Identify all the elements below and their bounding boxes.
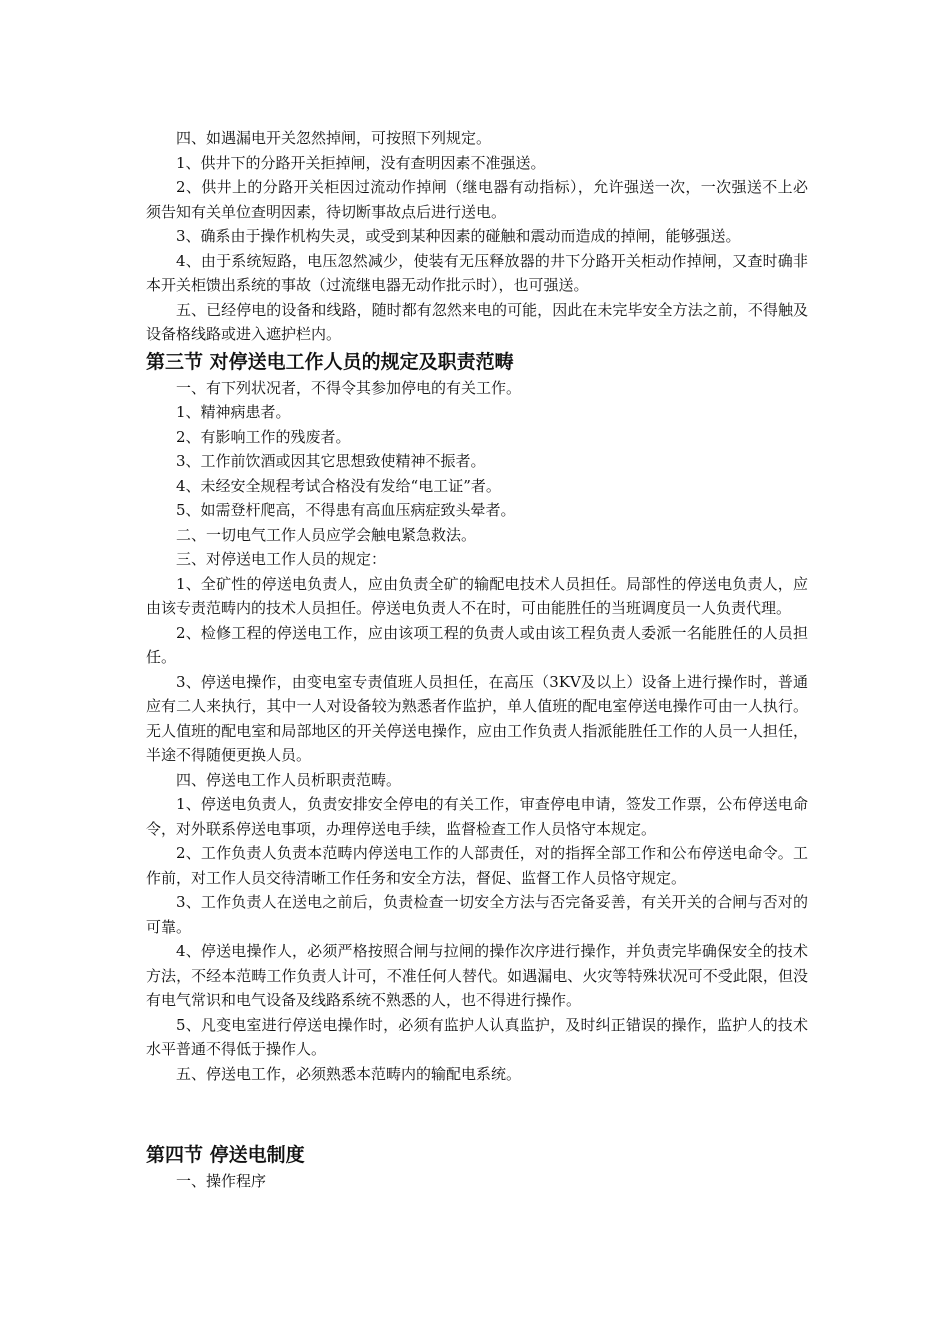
paragraph: 五、已经停电的设备和线路，随时都有忽然来电的可能，因此在未完毕安全方法之前，不得触及设备格线路或进入遮护栏内。 [146,300,808,343]
paragraph: 3、工作负责人在送电之前后，负责检查一切安全方法与否完备妥善，有关开关的合闸与否对的可靠。 [146,893,808,936]
paragraph: 一、有下列状况者，不得令其参加停电的有关工作。 [176,378,522,397]
section-heading: 第四节 停送电制度 [146,1144,305,1166]
paragraph: 1、全矿性的停送电负责人，应由负责全矿的输配电技术人员担任。局部性的停送电负责人，应由该专责范畴内的技术人员担任。停送电负责人不在时，可由能胜任的当班调度员一人负责代理。 [146,574,808,617]
paragraph: 5、凡变电室进行停送电操作时，必须有监护人认真监护，及时纠正错误的操作，监护人的技术水平普通不得低于操作人。 [146,1015,808,1058]
paragraph: 1、精神病患者。 [176,403,291,421]
paragraph: 2、供井上的分路开关柜因过流动作掉闸（继电器有动指标），允许强送一次，一次强送不上必须告知有关单位查明因素，待切断事故点后进行送电。 [146,178,808,221]
section-spacer [146,1086,808,1140]
section-heading: 第三节 对停送电工作人员的规定及职责范畴 [146,350,514,373]
document-body [146,126,808,1194]
paragraph: 四、停送电工作人员析职责范畴。 [176,770,402,789]
paragraph: 一、操作程序 [176,1172,267,1190]
paragraph: 4、由于系统短路，电压忽然减少，使装有无压释放器的井下分路开关柜动作掉闸，又查时确非本开关柜馈出系统的事故（过流继电器无动作批示时），也可强送。 [146,251,808,294]
paragraph: 三、对停送电工作人员的规定： [176,550,387,568]
paragraph: 2、有影响工作的残废者。 [176,427,351,446]
paragraph: 二、一切电气工作人员应学会触电紧急救法。 [176,525,477,544]
paragraph: 4、未经安全规程考试合格没有发给“电工证”者。 [176,476,501,495]
paragraph: 5、如需登杆爬高，不得患有高血压病症致头晕者。 [176,501,516,519]
paragraph: 四、如遇漏电开关忽然掉闸，可按照下列规定。 [176,129,492,147]
paragraph: 2、检修工程的停送电工作，应由该项工程的负责人或由该工程负责人委派一名能胜任的人员担任。 [146,623,808,666]
paragraph: 3、确系由于操作机构失灵，或受到某种因素的碰触和震动而造成的掉闸，能够强送。 [176,227,741,245]
paragraph: 2、工作负责人负责本范畴内停送电工作的人部责任，对的指挥全部工作和公布停送电命令。工作前，对工作人员交待清晰工作任务和安全方法，督促、监督工作人员恪守规定。 [146,844,808,887]
paragraph: 1、供井下的分路开关拒掉闸，没有查明因素不准强送。 [176,153,546,172]
paragraph: 1、停送电负责人，负责安排安全停电的有关工作，审查停电申请，签发工作票，公布停送电命令，对外联系停送电事项，办理停送电手续，监督检查工作人员恪守本规定。 [146,795,808,838]
paragraph: 五、停送电工作，必须熟悉本范畴内的输配电系统。 [176,1064,522,1083]
paragraph: 4、停送电操作人，必须严格按照合闸与拉闸的操作次序进行操作，并负责完毕确保安全的技术方法，不经本范畴工作负责人计可，不准任何人替代。如遇漏电、火灾等特殊状况可不受此限，但没有电气常识和电气设备及线路系统不熟悉的人，也不得进行操作。 [146,942,808,1009]
paragraph: 3、工作前饮酒或因其它思想致使精神不振者。 [176,452,486,470]
paragraph: 3、停送电操作，由变电室专责值班人员担任，在高压（3KV及以上）设备上进行操作时，普通应有二人来执行，其中一人对设备较为熟悉者作监护，单人值班的配电室停送电操作可由一人执行。无人值班的配电室和局部地区的开关停送电操作，应由工作负责人指派能胜任工作的人员一人担任，半途不得随便更换人员。 [146,672,808,764]
